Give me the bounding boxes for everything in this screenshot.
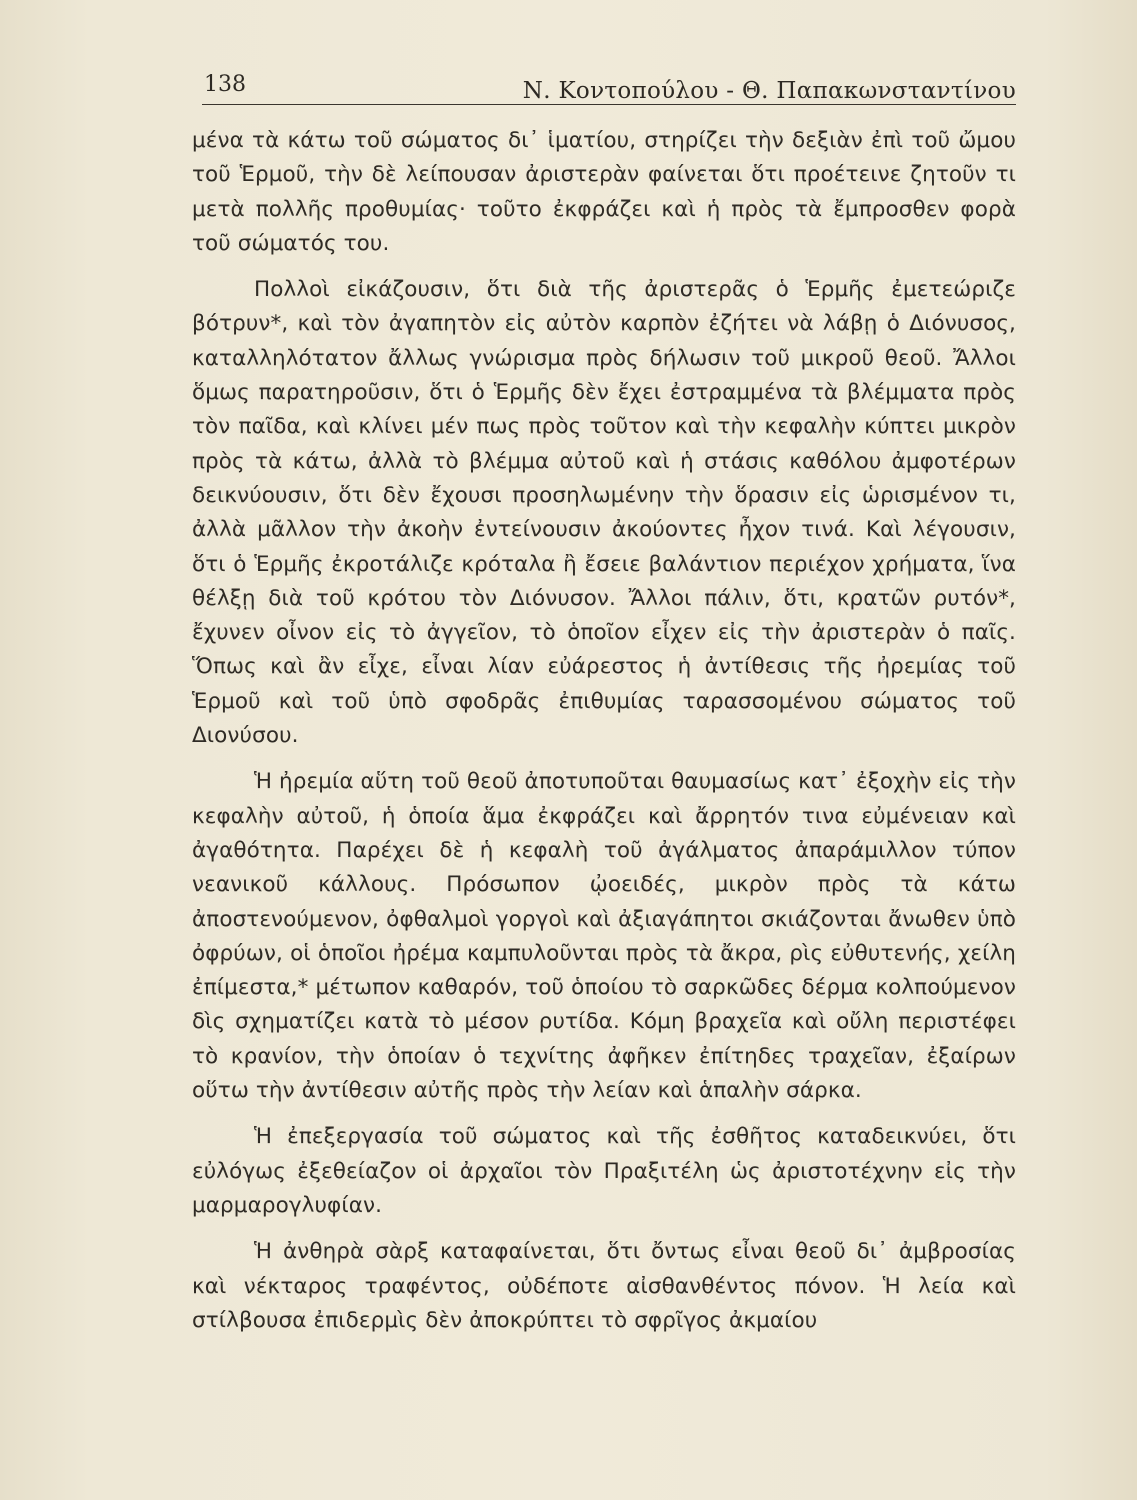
paragraph: Ἡ ἠρεμία αὕτη τοῦ θεοῦ ἀποτυποῦται θαυμασίως κατ᾽ ἐξοχὴν εἰς τὴν κεφαλὴν αὐτοῦ, ἡ ὁποία ἅμα ἐκφράζει καὶ ἄρρητόν τινα εὐμένειαν καὶ ἀγαθότητα. Παρέχει δὲ ἡ κεφαλὴ τοῦ ἀγάλματος ἀπαράμιλλον τύπον νεανικοῦ κάλλους. Πρόσωπον ᾠοειδές, μικρὸν πρὸς τὰ κάτω ἀποστενούμενον, ὀφθαλμοὶ γοργοὶ καὶ ἀξιαγάπητοι σκιάζονται ἄνωθεν ὑπὸ ὀφρύων, οἱ ὁποῖοι ἠρέμα καμπυλοῦνται πρὸς τὰ ἄκρα, ρὶς εὐθυτενής, χείλη ἐπίμεστα,* μέτωπον καθαρόν, τοῦ ὁποίου τὸ σαρκῶδες δέρμα κολπούμενον δὶς σχηματίζει κατὰ τὸ μέσον ρυτίδα. Κόμη βραχεῖα καὶ οὔλη περιστέφει τὸ κρανίον, τὴν ὁποίαν ὁ τεχνίτης ἀφῆκεν ἐπίτηδες τραχεῖαν, ἐξαίρων οὕτω τὴν ἀντίθεσιν αὐτῆς πρὸς τὴν λείαν καὶ ἁπαλὴν σάρκα. <box>192 769 1016 1104</box>
paragraph: Ἡ ἐπεξεργασία τοῦ σώματος καὶ τῆς ἐσθῆτος καταδεικνύει, ὅτι εὐλόγως ἐξεθείαζον οἱ ἀρχαῖοι τὸν Πραξιτέλη ὡς ἀριστοτέχνην εἰς τὴν μαρμαρογλυφίαν. <box>192 1124 1016 1218</box>
page-header <box>202 66 1016 105</box>
running-head: Ν. Κοντοπούλου - Θ. Παπακωνσταντίνου <box>522 78 1016 104</box>
body-text <box>192 124 1016 1350</box>
paragraph: Ἡ ἀνθηρὰ σὰρξ καταφαίνεται, ὅτι ὄντως εἶναι θεοῦ δι᾽ ἀμβροσίας καὶ νέκταρος τραφέντος, οὐδέποτε αἰσθανθέντος πόνον. Ἡ λεία καὶ στίλβουσα ἐπιδερμὶς δὲν ἀποκρύπτει τὸ σφρῖγος ἀκμαίου <box>192 1239 1016 1333</box>
page-number: 138 <box>204 72 246 97</box>
paragraph: Πολλοὶ εἰκάζουσιν, ὅτι διὰ τῆς ἀριστερᾶς ὁ Ἑρμῆς ἐμετεώριζε βότρυν*, καὶ τὸν ἀγαπητὸν εἰς αὐτὸν καρπὸν ἐζήτει νὰ λάβῃ ὁ Διόνυσος, καταλληλότατον ἄλλως γνώρισμα πρὸς δήλωσιν τοῦ μικροῦ θεοῦ. Ἄλλοι ὅμως παρατηροῦσιν, ὅτι ὁ Ἑρμῆς δὲν ἔχει ἐστραμμένα τὰ βλέμματα πρὸς τὸν παῖδα, καὶ κλίνει μέν πως πρὸς τοῦτον καὶ τὴν κεφαλὴν κύπτει μικρὸν πρὸς τὰ κάτω, ἀλλὰ τὸ βλέμμα αὐτοῦ καὶ ἡ στάσις καθόλου ἀμφοτέρων δεικνύουσιν, ὅτι δὲν ἔχουσι προσηλωμένην τὴν ὅρασιν εἰς ὡρισμένον τι, ἀλλὰ μᾶλλον τὴν ἀκοὴν ἐντείνουσιν ἀκούοντες ἦχον τινά. Καὶ λέγουσιν, ὅτι ὁ Ἑρμῆς ἐκροτάλιζε κρόταλα ἢ ἔσειε βαλάντιον περιέχον χρήματα, ἵνα θέλξῃ διὰ τοῦ κρότου τὸν Διόνυσον. Ἄλλοι πάλιν, ὅτι, κρατῶν ρυτόν*, ἔχυνεν οἶνον εἰς τὸ ἀγγεῖον, τὸ ὁποῖον εἶχεν εἰς τὴν ἀριστερὰν ὁ παῖς. Ὅπως καὶ ἂν εἶχε, εἶναι λίαν εὐάρεστος ἡ ἀντίθεσις τῆς ἠρεμίας τοῦ Ἑρμοῦ καὶ τοῦ ὑπὸ σφοδρᾶς ἐπιθυμίας ταρασσομένου σώματος τοῦ Διονύσου. <box>192 277 1016 749</box>
paragraph: μένα τὰ κάτω τοῦ σώματος δι᾽ ἱματίου, στηρίζει τὴν δεξιὰν ἐπὶ τοῦ ὤμου τοῦ Ἑρμοῦ, τὴν δὲ λείπουσαν ἀριστερὰν φαίνεται ὅτι προέτεινε ζητοῦν τι μετὰ πολλῆς προθυμίας· τοῦτο ἐκφράζει καὶ ἡ πρὸς τὰ ἔμπροσθεν φορὰ τοῦ σώματός του. <box>192 128 1016 256</box>
